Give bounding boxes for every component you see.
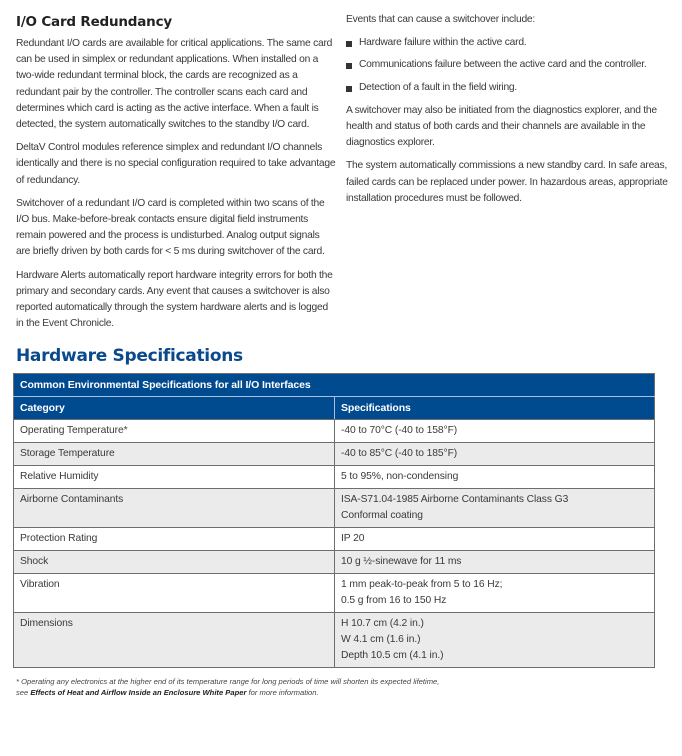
column-header-specifications: Specifications: [335, 397, 655, 420]
cell-category: Relative Humidity: [14, 466, 335, 489]
spec-line: 0.5 g from 16 to 150 Hz: [341, 595, 447, 607]
list-item: [346, 57, 672, 73]
spec-line: ISA-S71.04-1985 Airborne Contaminants Class G3: [341, 494, 569, 506]
spec-line: Depth 10.5 cm (4.1 in.): [341, 650, 444, 662]
spec-line: -40 to 70°C (-40 to 158°F): [341, 425, 458, 437]
cell-category: Dimensions: [14, 613, 335, 668]
table-caption-row: [14, 374, 655, 397]
paragraph-switchover-timing: Switchover of a redundant I/O card is completed within two scans of the I/O bus. Make-before-break contacts ensure digital field instruments remain powered and the process is undisturbed. Analog output signals are briefly driven by both cards for < 5 ms during switchover of the card.: [16, 197, 325, 258]
bullet-square-icon: [346, 86, 352, 92]
bullet-square-icon: [346, 41, 352, 47]
events-list: [346, 35, 672, 96]
cell-specification: [335, 420, 655, 443]
table-row: [14, 466, 655, 489]
table-row: [14, 489, 655, 528]
column-header-category: Category: [14, 397, 335, 420]
white-paper-link[interactable]: Effects of Heat and Airflow Inside an Enclosure White Paper: [30, 688, 247, 698]
event-text: Detection of a fault in the field wiring.: [359, 81, 518, 93]
section-title-redundancy: I/O Card Redundancy: [16, 14, 172, 30]
paragraph-commissioning: The system automatically commissions a new standby card. In safe areas, failed cards can be replaced under power. In hazardous areas, appropriate installation procedures must be followed.: [346, 160, 668, 204]
section-title-hardware: Hardware Specifications: [16, 346, 243, 367]
cell-category: Shock: [14, 551, 335, 574]
paragraph-diagnostics: A switchover may also be initiated from the diagnostics explorer, and the health and status of both cards and their channels are available in the diagnostics explorer.: [346, 104, 657, 149]
table-row: [14, 613, 655, 668]
right-column: [346, 0, 672, 214]
spec-line: -40 to 85°C (-40 to 185°F): [341, 448, 458, 460]
cell-category: Storage Temperature: [14, 443, 335, 466]
spec-line: Conformal coating: [341, 510, 423, 522]
list-item: [346, 35, 672, 51]
paragraph-control-modules: DeltaV Control modules reference simplex and redundant I/O channels identically and there is no special configuration required to take advantage of redundancy.: [16, 142, 336, 186]
table-row: [14, 574, 655, 613]
spec-line: 10 g ½-sinewave for 11 ms: [341, 556, 462, 568]
cell-category: Protection Rating: [14, 528, 335, 551]
table-body: [14, 420, 655, 668]
paragraph-redundant-cards: Redundant I/O cards are available for critical applications. The same card can be used in simplex or redundant applications. When installed on a two-wide redundant terminal block, the cards are recognized as a redundant pair by the controller. The controller scans each card and determines which card is acting as the active interface. When a fault is detected, the system automatically switches to the standby I/O card.: [16, 38, 333, 131]
cell-specification: [335, 443, 655, 466]
spec-line: H 10.7 cm (4.2 in.): [341, 618, 424, 630]
events-intro: Events that can cause a switchover include:: [346, 14, 536, 25]
table-row: [14, 528, 655, 551]
cell-specification: [335, 466, 655, 489]
cell-specification: [335, 528, 655, 551]
cell-category: Airborne Contaminants: [14, 489, 335, 528]
cell-specification: [335, 489, 655, 528]
redundancy-columns: [0, 0, 682, 339]
table-row: [14, 551, 655, 574]
table-caption: Common Environmental Specifications for all I/O Interfaces: [14, 374, 655, 397]
footnote-line-2: [16, 687, 666, 698]
spec-line: W 4.1 cm (1.6 in.): [341, 634, 421, 646]
spec-line: IP 20: [341, 533, 365, 545]
table-header-row: [14, 397, 655, 420]
footnote-suffix: for more information.: [246, 688, 319, 698]
cell-specification: [335, 551, 655, 574]
footnote-prefix: see: [16, 688, 31, 698]
event-text: Communications failure between the active card and the controller.: [359, 59, 647, 71]
table-row: [14, 420, 655, 443]
left-column: [16, 0, 336, 339]
bullet-square-icon: [346, 63, 352, 69]
footnote-line-1: * Operating any electronics at the higher end of its temperature range for long periods of time will shorten its expected lifetime,: [16, 677, 440, 687]
cell-specification: [335, 574, 655, 613]
specs-table: [13, 373, 655, 668]
paragraph-hardware-alerts: Hardware Alerts automatically report hardware integrity errors for both the primary and secondary cards. Any event that causes a switchover is also reported automatically through the system hardware alerts and is logged in the Event Chronicle.: [16, 269, 333, 330]
footnote: [16, 676, 666, 698]
cell-specification: [335, 613, 655, 668]
spec-line: 1 mm peak-to-peak from 5 to 16 Hz;: [341, 579, 503, 591]
cell-category: Operating Temperature*: [14, 420, 335, 443]
event-text: Hardware failure within the active card.: [359, 37, 527, 49]
list-item: [346, 80, 672, 96]
cell-category: Vibration: [14, 574, 335, 613]
spec-line: 5 to 95%, non-condensing: [341, 471, 459, 483]
table-row: [14, 443, 655, 466]
